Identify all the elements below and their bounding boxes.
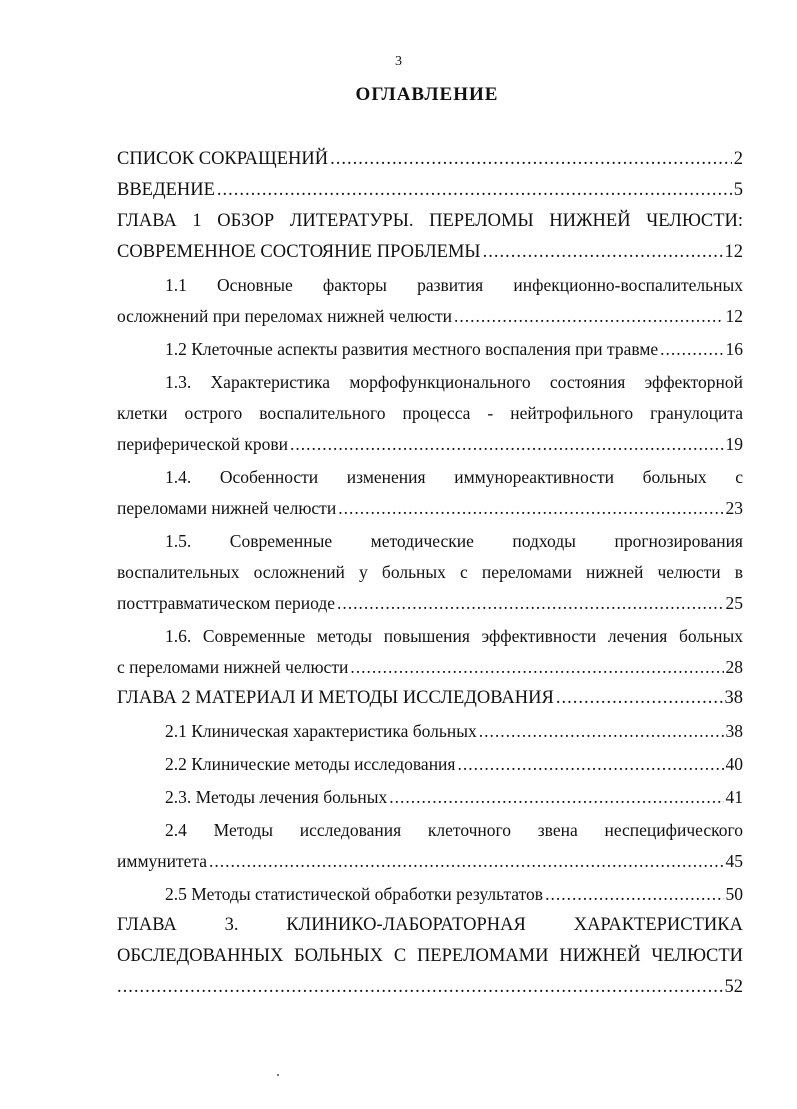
- toc-entry-last-line: [117, 846, 743, 877]
- toc-entry-last-line: [117, 237, 743, 268]
- toc-entry-chapter-3[interactable]: [117, 910, 743, 1003]
- page-number: 3: [395, 54, 402, 69]
- table-of-contents: [117, 144, 743, 1003]
- dot-leader: [457, 749, 723, 780]
- toc-entry-last-line: [117, 588, 743, 619]
- dot-leader: [556, 683, 723, 714]
- toc-entry-section-1-3[interactable]: [117, 367, 743, 460]
- toc-entry-section-1-5[interactable]: [117, 526, 743, 619]
- toc-page-number: 5: [733, 180, 743, 200]
- dot-leader: [337, 588, 723, 619]
- toc-entry-last-line: [117, 301, 743, 332]
- toc-page-number: 2: [733, 149, 743, 169]
- toc-entry-text: посттравматическом периоде: [117, 593, 336, 613]
- toc-page-number: 28: [725, 657, 743, 677]
- dot-leader: [454, 301, 723, 332]
- toc-entry-text: СОВРЕМЕННОЕ СОСТОЯНИЕ ПРОБЛЕМЫ: [117, 242, 481, 262]
- toc-page-number: 25: [725, 593, 743, 613]
- dot-leader: [389, 782, 723, 813]
- toc-page-number: 16: [725, 339, 743, 359]
- toc-entry-text: 2.4 Методы исследования клеточного звена неспецифического: [165, 820, 743, 840]
- toc-entry-abbreviations[interactable]: [117, 144, 743, 175]
- toc-page-number: 45: [725, 851, 743, 871]
- toc-entry-text: ГЛАВА 2 МАТЕРИАЛ И МЕТОДЫ ИССЛЕДОВАНИЯ: [117, 688, 554, 708]
- toc-entry-text: 1.4. Особенности изменения иммунореактивности больных с: [165, 467, 743, 487]
- dot-leader: [338, 493, 723, 524]
- dot-leader: [209, 846, 723, 877]
- toc-entry-section-1-2[interactable]: [117, 334, 743, 365]
- toc-entry-section-1-1[interactable]: [117, 270, 743, 332]
- toc-entry-last-line: [117, 493, 743, 524]
- dot-leader: [479, 716, 724, 747]
- toc-entry-text: переломами нижней челюсти: [117, 498, 337, 518]
- toc-entry-text: ГЛАВА 1 ОБЗОР ЛИТЕРАТУРЫ. ПЕРЕЛОМЫ НИЖНЕЙ ЧЕЛЮСТИ:: [117, 211, 743, 231]
- toc-entry-text: с переломами нижней челюсти: [117, 657, 349, 677]
- dot-leader: [350, 652, 723, 683]
- toc-entry-section-2-3[interactable]: [117, 782, 743, 813]
- dot-leader: [545, 879, 723, 910]
- toc-entry-text: ОБСЛЕДОВАННЫХ БОЛЬНЫХ С ПЕРЕЛОМАМИ НИЖНЕЙ ЧЕЛЮСТИ: [117, 946, 743, 966]
- toc-entry-text: иммунитета: [117, 851, 208, 871]
- toc-entry-text: 1.3. Характеристика морфофункционального состояния эффекторной: [165, 372, 743, 392]
- toc-entry-last-line: [117, 429, 743, 460]
- toc-page-number: 50: [725, 884, 743, 904]
- toc-entry-section-1-4[interactable]: [117, 462, 743, 524]
- toc-page-number: 38: [725, 721, 743, 741]
- dot-leader: [660, 334, 723, 365]
- toc-entry-text: клетки острого воспалительного процесса - нейтрофильного гранулоцита: [117, 403, 743, 423]
- toc-entry-last-line: [117, 652, 743, 683]
- toc-page-number: 38: [724, 688, 743, 708]
- toc-entry-text: 1.2 Клеточные аспекты развития местного воспаления при травме: [165, 339, 659, 359]
- toc-entry-text: 2.1 Клиническая характеристика больных: [165, 721, 477, 741]
- toc-entry-section-2-1[interactable]: [117, 716, 743, 747]
- toc-page-number: 23: [725, 498, 743, 518]
- toc-entry-section-1-6[interactable]: [117, 621, 743, 683]
- dot-leader: [217, 175, 732, 206]
- toc-entry-text: ГЛАВА 3. КЛИНИКО-ЛАБОРАТОРНАЯ ХАРАКТЕРИСТИКА: [117, 915, 743, 935]
- toc-entry-chapter-1[interactable]: [117, 206, 743, 268]
- toc-entry-section-2-4[interactable]: [117, 815, 743, 877]
- toc-entry-section-2-2[interactable]: [117, 749, 743, 780]
- toc-entry-last-line: [117, 972, 743, 1003]
- toc-page-number: 40: [725, 754, 743, 774]
- toc-entry-text: периферической крови: [117, 434, 288, 454]
- toc-entry-text: 1.6. Современные методы повышения эффективности лечения больных: [165, 626, 743, 646]
- toc-page-number: 12: [724, 242, 743, 262]
- toc-entry-text: 1.5. Современные методические подходы прогнозирования: [165, 531, 743, 551]
- toc-page-number: 52: [724, 977, 743, 997]
- toc-entry-text: ВВЕДЕНИЕ: [117, 180, 215, 200]
- toc-entry-text: воспалительных осложнений у больных с переломами нижней челюсти в: [117, 562, 743, 582]
- toc-entry-introduction[interactable]: [117, 175, 743, 206]
- toc-entry-text: 1.1 Основные факторы развития инфекционно-воспалительных: [165, 275, 743, 295]
- dot-leader: [117, 972, 723, 1003]
- dot-leader: [290, 429, 724, 460]
- toc-entry-chapter-2[interactable]: [117, 683, 743, 714]
- scan-artifact-dot: [277, 1074, 279, 1076]
- toc-entry-text: осложнений при переломах нижней челюсти: [117, 306, 453, 326]
- toc-entry-text: СПИСОК СОКРАЩЕНИЙ: [117, 149, 329, 169]
- toc-entry-text: 2.2 Клинические методы исследования: [165, 754, 456, 774]
- dot-leader: [483, 237, 723, 268]
- page-title: ОГЛАВЛЕНИЕ: [355, 84, 499, 105]
- toc-entry-text: 2.5 Методы статистической обработки результатов: [165, 884, 544, 904]
- toc-entry-section-2-5[interactable]: [117, 879, 743, 910]
- toc-page-number: 12: [725, 306, 743, 326]
- toc-page-number: 19: [725, 434, 743, 454]
- dot-leader: [330, 144, 732, 175]
- toc-entry-text: 2.3. Методы лечения больных: [165, 787, 388, 807]
- toc-page-number: 41: [725, 787, 743, 807]
